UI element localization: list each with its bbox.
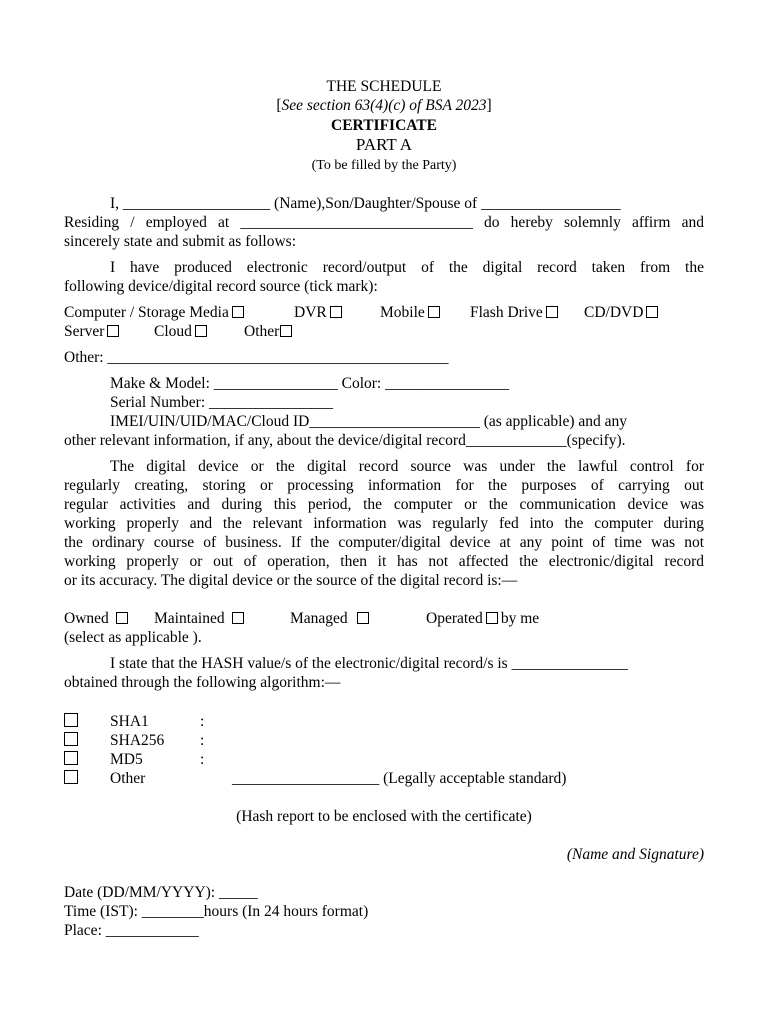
cloud-checkbox[interactable]: [195, 325, 207, 337]
flash-drive-checkbox[interactable]: [546, 306, 558, 318]
select-applicable-note: (select as applicable ).: [64, 629, 202, 646]
control-owned: Owned: [64, 609, 131, 628]
managed-checkbox[interactable]: [357, 612, 369, 624]
algorithm-sha256: [64, 731, 78, 750]
hash-report-note: (Hash report to be enclosed with the certificate): [236, 808, 532, 825]
lawful-control-line-7: or its accuracy. The digital device or the source of the digital record is:—: [64, 572, 518, 589]
source-flash-drive: Flash Drive: [470, 303, 561, 322]
source-cddvd: CD/DVD: [584, 303, 661, 322]
imei-line: IMEI/UIN/UID/MAC/Cloud ID______________________ (as applicable) and any: [110, 413, 628, 430]
computer-checkbox[interactable]: [232, 306, 244, 318]
md5-checkbox[interactable]: [64, 751, 78, 765]
algorithm-md5: [64, 750, 78, 769]
part-heading: PART A: [355, 135, 413, 154]
control-maintained: Maintained: [154, 609, 247, 628]
algorithm-other: [64, 769, 78, 788]
hash-algorithm-intro: obtained through the following algorithm:—: [64, 674, 341, 691]
operated-checkbox[interactable]: [486, 612, 498, 624]
source-cloud: Cloud: [154, 322, 210, 341]
source-computer: Computer / Storage Media: [64, 303, 247, 322]
name-and-signature: (Name and Signature): [566, 846, 704, 863]
other-algorithm-checkbox[interactable]: [64, 770, 78, 784]
sha1-label: SHA1: [110, 713, 149, 730]
other-specify-line: Other: ____________________________________________: [64, 349, 449, 366]
source-intro-line: following device/digital record source (tick mark):: [64, 278, 378, 295]
lawful-control-line-5: the ordinary course of business. If the computer/digital device at any point of time was not: [64, 534, 704, 551]
source-server: Server: [64, 322, 122, 341]
lawful-control-line-6: working properly or out of operation, then it has not affected the electronic/digital record: [64, 553, 704, 570]
lawful-control-line-4: working properly and the relevant information was regularly fed into the computer during: [64, 515, 704, 532]
source-dvr: DVR: [294, 303, 345, 322]
control-managed: Managed: [290, 609, 372, 628]
hash-value-line: I state that the HASH value/s of the electronic/digital record/s is _______________: [110, 655, 628, 672]
residence-line: Residing / employed at ______________________________ do hereby solemnly affirm and: [64, 214, 704, 231]
sha1-separator: :: [200, 713, 205, 730]
lawful-control-line-2: regularly creating, storing or processing information for the purposes of carrying out: [64, 477, 704, 494]
lawful-control-line-1: The digital device or the digital record source was under the lawful control for: [110, 458, 704, 475]
declarant-line: I, ___________________ (Name),Son/Daughter/Spouse of __________________: [110, 195, 621, 212]
certificate-heading: CERTIFICATE: [331, 117, 437, 134]
owned-checkbox[interactable]: [116, 612, 128, 624]
place-field: Place: ____________: [64, 922, 199, 939]
maintained-checkbox[interactable]: [232, 612, 244, 624]
source-other: Other: [244, 322, 295, 341]
server-checkbox[interactable]: [107, 325, 119, 337]
other-algorithm-label: Other: [110, 770, 146, 787]
lawful-control-line-3: regular activities and during this period, the computer or the communication device was: [64, 496, 704, 513]
other-source-checkbox[interactable]: [280, 325, 292, 337]
mobile-checkbox[interactable]: [428, 306, 440, 318]
md5-label: MD5: [110, 751, 143, 768]
sha256-checkbox[interactable]: [64, 732, 78, 746]
cddvd-checkbox[interactable]: [646, 306, 658, 318]
md5-separator: :: [200, 751, 205, 768]
sha256-label: SHA256: [110, 732, 165, 749]
section-reference: [See section 63(4)(c) of BSA 2023]: [276, 97, 492, 114]
make-model-color-line: Make & Model: ________________ Color: ________________: [110, 375, 510, 392]
filled-by-note: (To be filled by the Party): [311, 158, 457, 173]
other-info-line: other relevant information, if any, about the device/digital record_____________(specify).: [64, 432, 626, 449]
control-operated: Operated by me: [426, 610, 540, 627]
other-algorithm-blank: ___________________ (Legally acceptable standard): [232, 770, 567, 787]
time-field: Time (IST): ________hours (In 24 hours format): [64, 903, 369, 920]
algorithm-sha1: [64, 712, 78, 731]
sha256-separator: :: [200, 732, 205, 749]
sha1-checkbox[interactable]: [64, 713, 78, 727]
produced-record-line: I have produced electronic record/output of the digital record taken from the: [110, 259, 704, 276]
date-field: Date (DD/MM/YYYY): _____: [64, 884, 258, 901]
schedule-title: THE SCHEDULE: [326, 78, 442, 95]
dvr-checkbox[interactable]: [330, 306, 342, 318]
source-mobile: Mobile: [380, 303, 443, 322]
affirm-line: sincerely state and submit as follows:: [64, 233, 297, 250]
serial-number-line: Serial Number: ________________: [110, 394, 334, 411]
